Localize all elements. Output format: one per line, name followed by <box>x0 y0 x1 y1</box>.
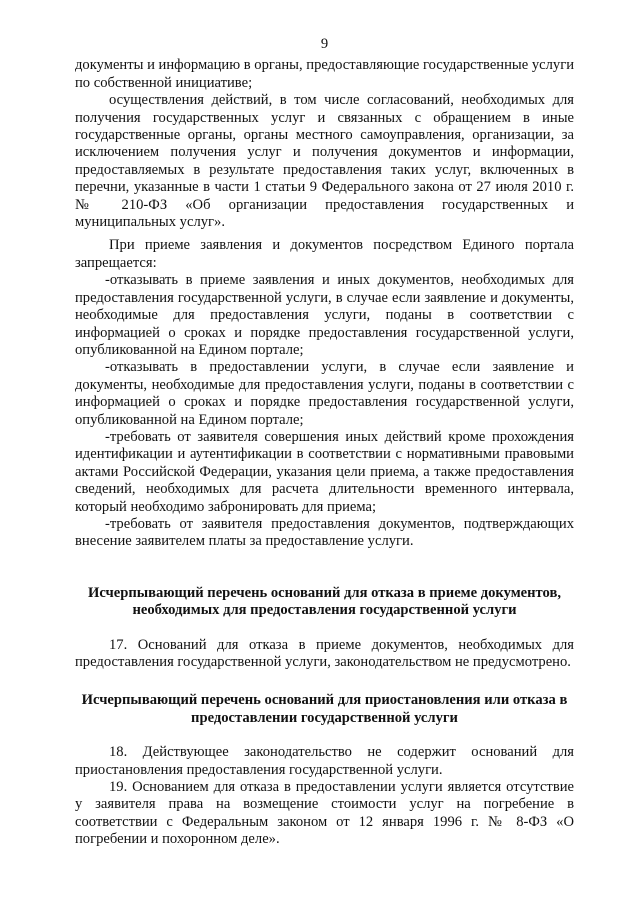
list-item-refuse-service: -отказывать в предоставлении услуги, в случае если заявление и документы, необходимые для предоставления услуги, поданы в соответствии с информацией о сроках и порядке предоставления государственной услуги, опубликованной на Едином портале; <box>75 359 574 428</box>
list-item-require-documents: -требовать от заявителя предоставления документов, подтверждающих внесение заявителем платы за предоставление услуги. <box>75 515 574 550</box>
list-item-require-actions: -требовать от заявителя совершения иных действий кроме прохождения идентификации и аутентификации в соответствии с нормативными правовыми актами Российской Федерации, указания цели приема, а также предоставления сведений, необходимых для расчета длительности временного интервала, который необходимо забронировать для приема; <box>75 428 574 515</box>
paragraph-19: 19. Основанием для отказа в предоставлении услуги является отсутствие у заявителя права на возмещение стоимости услуг на погребение в соответствии с Федеральным законом от 12 января 1996 г. № 8-ФЗ «О погребении и похоронном деле». <box>75 779 574 848</box>
paragraph-17: 17. Оснований для отказа в приеме документов, необходимых для предоставления государственной услуги, законодательством не предусмотрено. <box>75 636 574 670</box>
paragraph-continuation: документы и информацию в органы, предоставляющие государственные услуги по собственной инициативе; <box>75 57 575 91</box>
section-heading-suspension-grounds: Исчерпывающий перечень оснований для приостановления или отказа в предоставлении государственной услуги <box>81 692 568 726</box>
paragraph-portal-intro: При приеме заявления и документов посредством Единого портала запрещается: <box>75 237 574 271</box>
section-heading-refusal-grounds: Исчерпывающий перечень оснований для отказа в приеме документов, необходимых для предоставления государственной услуги <box>88 584 561 619</box>
paragraph-18: 18. Действующее законодательство не содержит оснований для приостановления предоставления государственной услуги. <box>75 744 574 778</box>
list-item-refuse-acceptance: -отказывать в приеме заявления и иных документов, необходимых для предоставления государственной услуги, в случае если заявление и документы, необходимые для предоставления услуги, поданы в соответствии с информацией о сроках и порядке предоставления государственной услуги, опубликованной на Едином портале; <box>75 272 574 358</box>
paragraph-actions: осуществления действий, в том числе согласований, необходимых для получения государственных услуг и связанных с обращением в иные государственные органы, органы местного самоуправления, организации, за исключением получения услуг и получения документов и информации, предоставляемых в результате предоставления таких услуг, включенных в перечни, указанные в части 1 статьи 9 Федерального закона от 27 июля 2010 г. № 210-ФЗ «Об организации предоставления государственных и муниципальных услуг». <box>75 92 574 231</box>
page-number: 9 <box>320 36 329 52</box>
